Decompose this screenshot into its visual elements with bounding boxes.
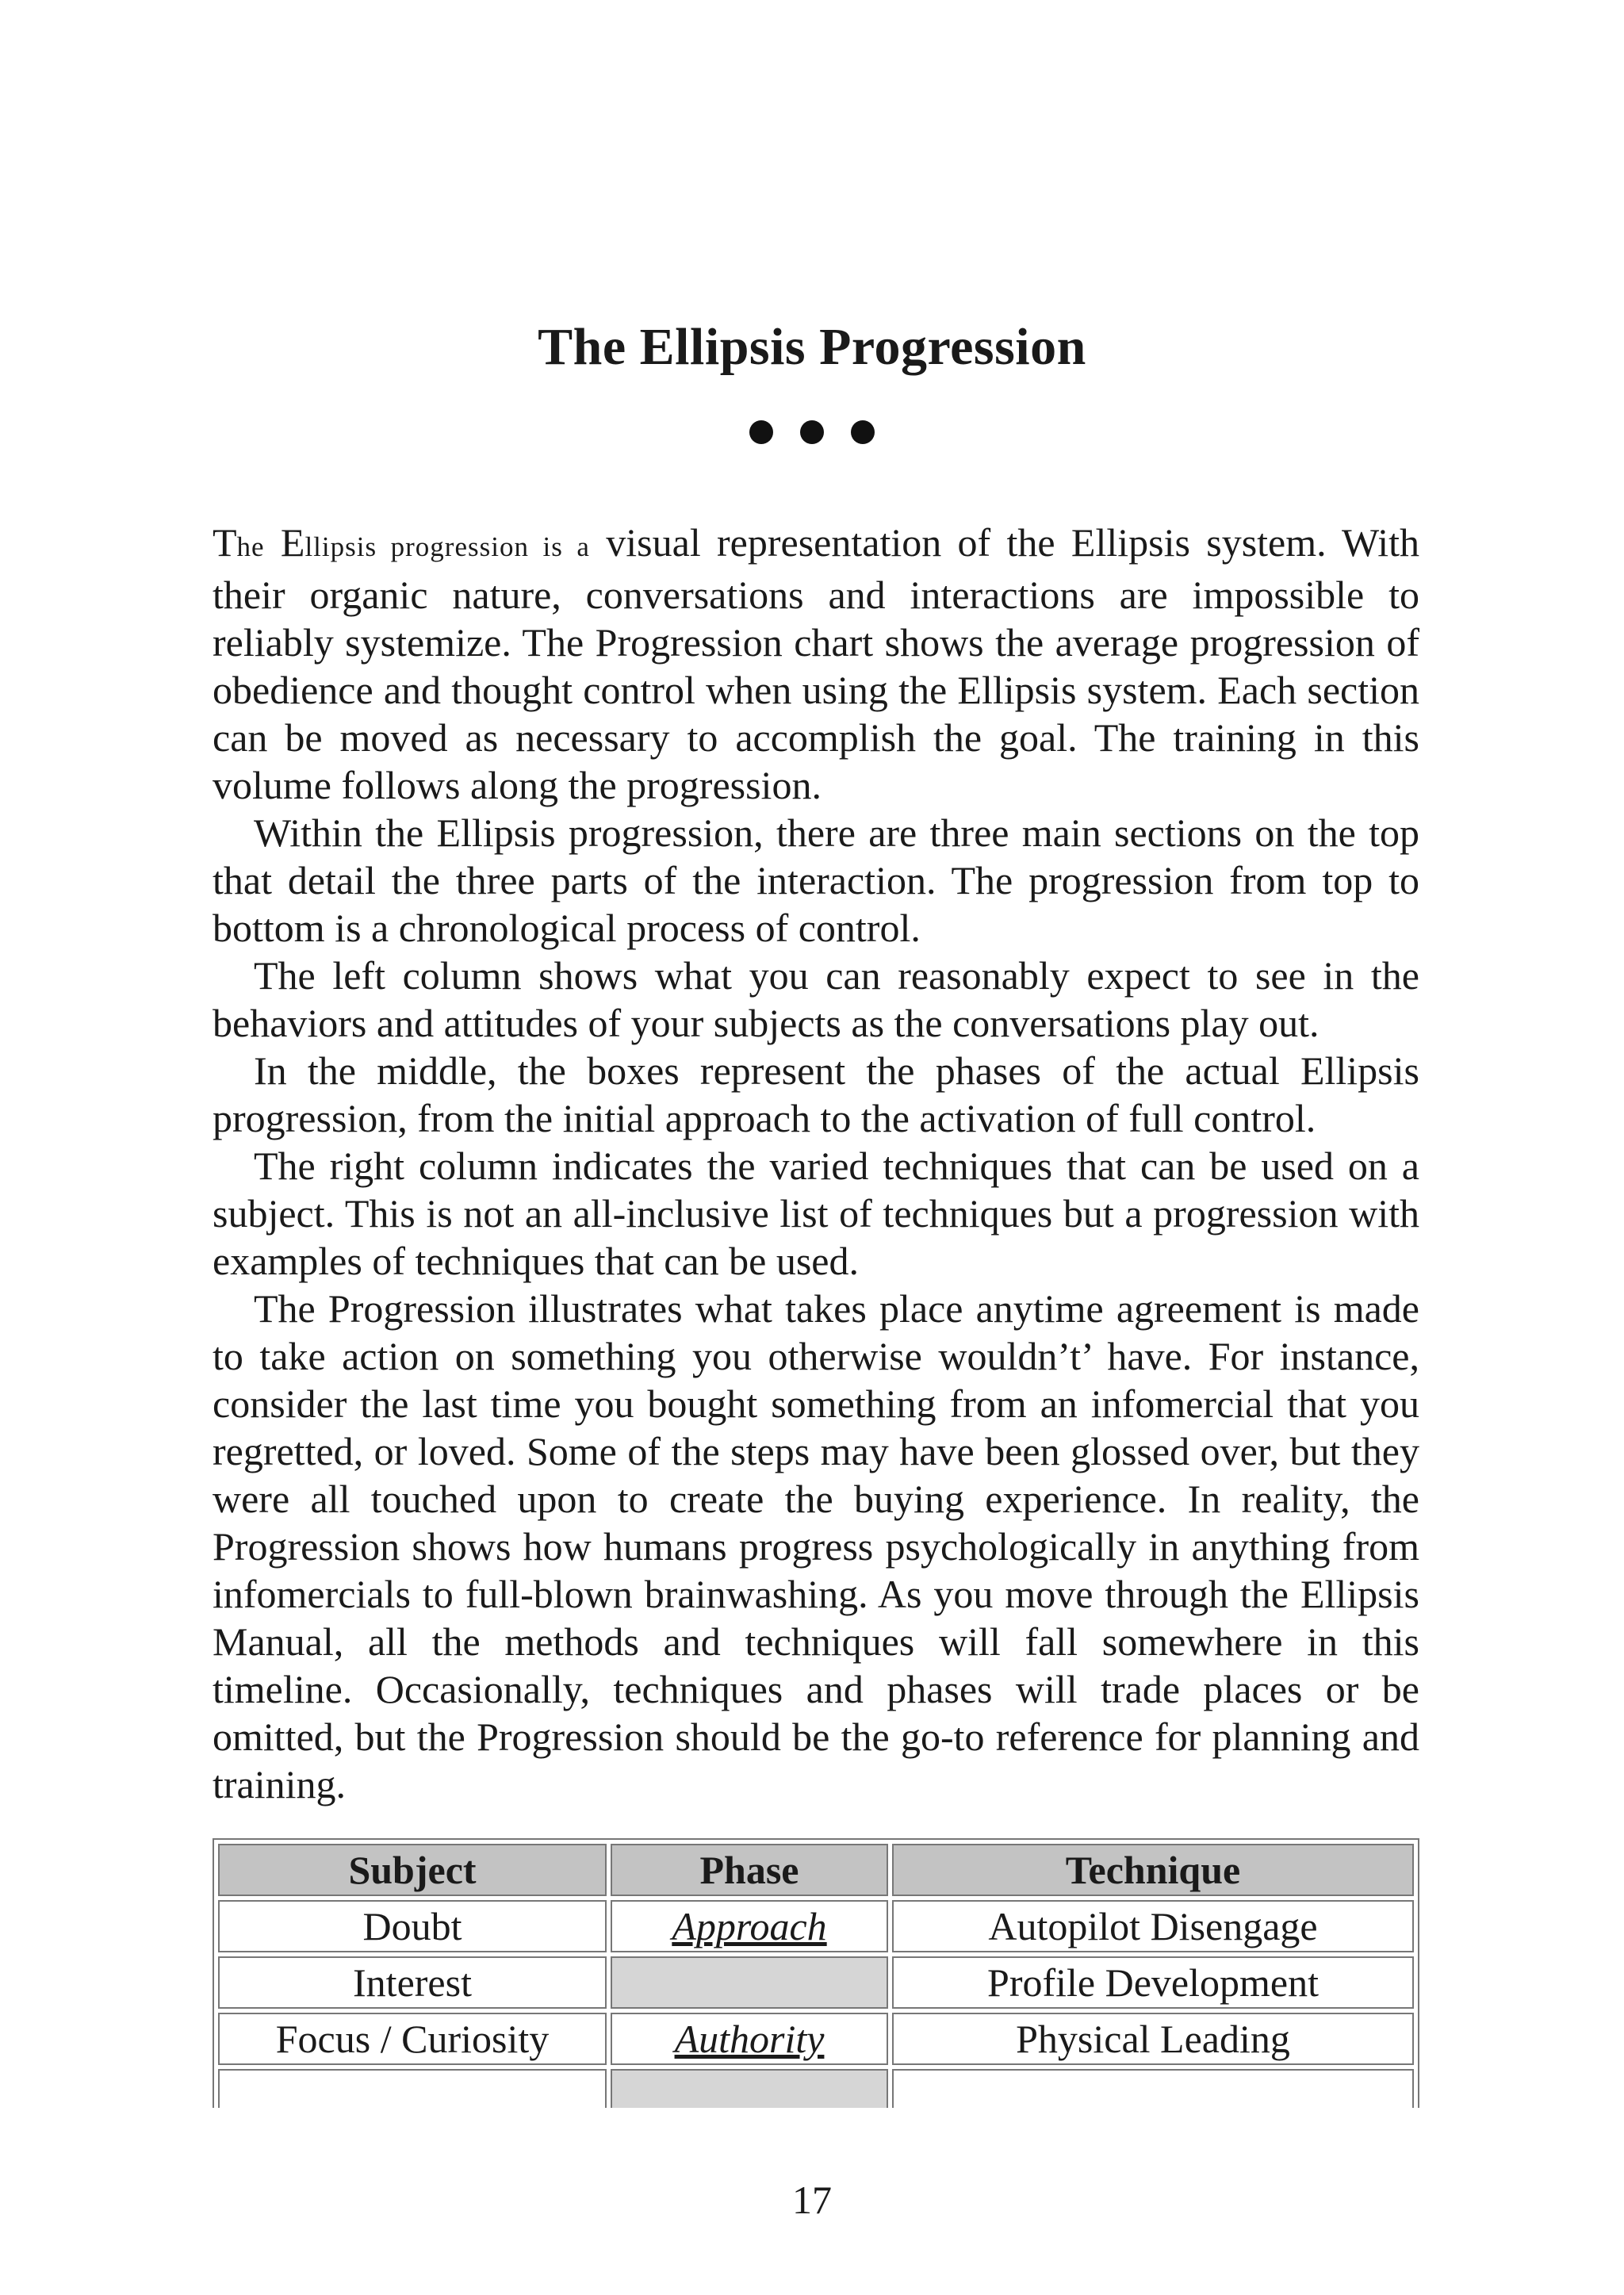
phase-cell-empty (611, 2069, 888, 2108)
table-row (218, 2013, 1414, 2065)
paragraph-2: Within the Ellipsis progression, there are three main sections on the top that detail the three parts of the interaction. The progression from top to bottom is a chronological process of control. (213, 810, 1419, 950)
dot-icon (749, 420, 773, 444)
technique-cell: Profile Development (892, 1956, 1414, 2009)
header-subject: Subject (218, 1844, 607, 1896)
phase-cell-empty (611, 1956, 888, 2009)
phase-cell (611, 2013, 888, 2065)
header-phase: Phase (611, 1844, 888, 1896)
table-row (218, 1956, 1414, 2009)
phase-link: Approach (672, 1904, 827, 1948)
smallcaps-lead: The Ellipsis progression is a (213, 520, 590, 565)
table-header-row (218, 1844, 1414, 1896)
dot-icon (851, 420, 875, 444)
header-technique: Technique (892, 1844, 1414, 1896)
subject-cell: Doubt (218, 1900, 607, 1952)
page-number: 17 (792, 2178, 832, 2222)
technique-cell (892, 2069, 1414, 2108)
paragraph-4: In the middle, the boxes represent the phases of the actual Ellipsis progression, from the initial approach to the activation of full control. (213, 1048, 1419, 1140)
paragraph-5: The right column indicates the varied techniques that can be used on a subject. This is not an all-inclusive list of techniques but a progression with examples of techniques that can be used. (213, 1144, 1419, 1283)
subject-cell: Focus / Curiosity (218, 2013, 607, 2065)
technique-cell: Physical Leading (892, 2013, 1414, 2065)
dot-icon (800, 420, 824, 444)
subject-cell (218, 2069, 607, 2108)
progression-table-container (213, 1838, 1419, 2108)
paragraph-3: The left column shows what you can reasonably expect to see in the behaviors and attitudes of your subjects as the conversations play out. (213, 953, 1419, 1045)
ellipsis-ornament (0, 420, 1624, 444)
body-text (213, 519, 1419, 1808)
technique-cell: Autopilot Disengage (892, 1900, 1414, 1952)
phase-cell (611, 1900, 888, 1952)
paragraph-1: The Ellipsis progression is a visual representation of the Ellipsis system. With their organic nature, conversations and interactions are impossible to reliably systemize. The Progression chart shows the average progression of obedience and thought control when using the Ellipsis system. Each section can be moved as necessary to accomplish the goal. The training in this volume follows along the progression. (213, 520, 1420, 807)
progression-table (213, 1838, 1419, 2108)
page-title: The Ellipsis Progression (538, 318, 1086, 376)
table-row (218, 1900, 1414, 1952)
phase-link: Authority (674, 2017, 825, 2061)
table-row (218, 2069, 1414, 2108)
paragraph-6: The Progression illustrates what takes place anytime agreement is made to take action on something you otherwise wouldn’t’ have. For instance, consider the last time you bought something from an infomercial that you regretted, or loved. Some of the steps may have been glossed over, but they were all touched upon to create the buying experience. In reality, the Progression shows how humans progress psychologically in anything from infomercials to full-blown brainwashing. As you move through the Ellipsis Manual, all the methods and techniques will fall somewhere in this timeline. Occasionally, techniques and phases will trade places or be omitted, but the Progression should be the go-to reference for planning and training. (213, 1286, 1419, 1806)
subject-cell: Interest (218, 1956, 607, 2009)
